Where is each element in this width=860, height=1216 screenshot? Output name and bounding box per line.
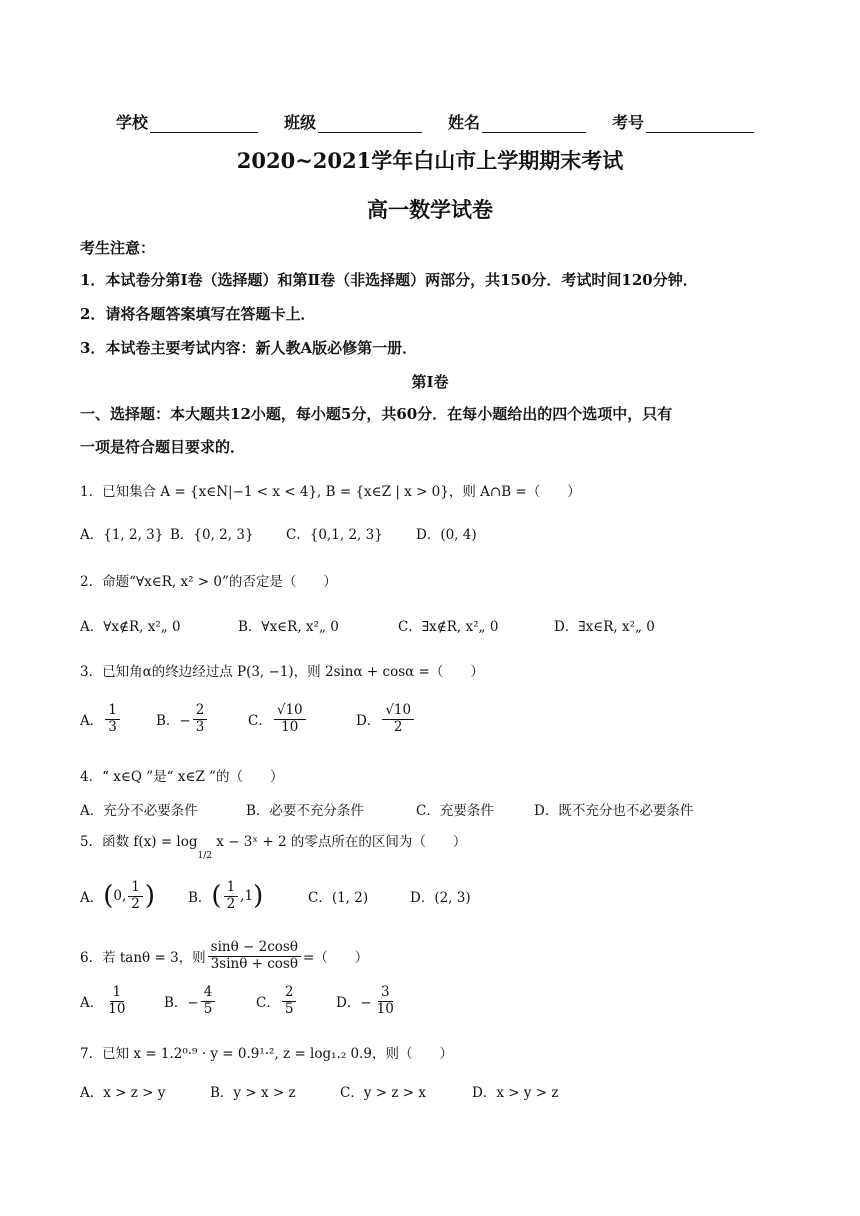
notice-item: 2．请将各题答案填写在答题卡上． xyxy=(80,305,316,323)
option-label: D．− xyxy=(336,995,372,1012)
log-base: 1/2 xyxy=(197,850,212,861)
denominator: 10 xyxy=(281,718,299,735)
fraction xyxy=(201,985,216,1017)
school-blank xyxy=(150,116,258,133)
question-2-options xyxy=(80,615,655,635)
question-6-stem xyxy=(80,940,368,972)
exam-no-label: 考号 xyxy=(612,113,645,132)
option-c: C．∃x∉R, x²„ 0 xyxy=(398,619,499,635)
option-b: B．y > x > z xyxy=(210,1085,296,1101)
fraction xyxy=(105,703,120,735)
option-c: C．充要条件 xyxy=(416,803,494,819)
option-label: A． xyxy=(80,995,104,1012)
question-1-stem: 1．已知集合 A = {x∈N|−1 < x < 4}, B = {x∈Z | x > 0}，则 A∩B =（ ） xyxy=(80,484,581,500)
option-b xyxy=(156,703,248,735)
option-label: D． xyxy=(356,713,381,730)
option-d xyxy=(356,703,416,735)
school-label: 学校 xyxy=(116,113,149,132)
open-paren: ( xyxy=(103,881,114,912)
class-blank xyxy=(318,116,422,133)
denominator: 10 xyxy=(108,1000,126,1017)
stem-text: =（ ） xyxy=(302,950,369,967)
denominator: 5 xyxy=(284,1000,294,1017)
numerator: 4 xyxy=(201,985,216,1002)
numerator: 1 xyxy=(224,880,239,897)
option-d: D．既不充分也不必要条件 xyxy=(534,803,694,819)
denominator: 2 xyxy=(226,895,236,912)
stem-text: 6．若 tanθ = 3，则 xyxy=(80,950,206,967)
numerator: 1 xyxy=(110,985,125,1002)
section-instructions: 一项是符合题目要求的． xyxy=(80,438,246,456)
denominator: 5 xyxy=(203,1000,213,1017)
class-label: 班级 xyxy=(284,113,317,132)
notice-heading: 考生注意： xyxy=(80,239,156,257)
question-3-stem: 3．已知角α的终边经过点 P(3, −1)，则 2sinα + cosα =（ ） xyxy=(80,664,484,680)
option-label: C． xyxy=(256,995,280,1012)
option-b xyxy=(188,880,308,912)
numerator: 1 xyxy=(128,880,143,897)
option-a: A．x > z > y xyxy=(80,1085,166,1101)
option-a xyxy=(80,985,164,1017)
option-c: C．y > z > x xyxy=(340,1085,426,1101)
question-4-options xyxy=(80,799,693,819)
school-field xyxy=(116,110,258,133)
numerator: 2 xyxy=(282,985,297,1002)
notice-item: 1．本试卷分第Ⅰ卷（选择题）和第Ⅱ卷（非选择题）两部分，共150分．考试时间120分钟． xyxy=(80,271,698,289)
option-label: B． xyxy=(188,890,212,907)
close-paren: ) xyxy=(144,881,156,912)
option-a: A．{1, 2, 3} xyxy=(80,527,164,543)
question-6-options xyxy=(80,985,399,1017)
numerator: 1 xyxy=(105,703,120,720)
numerator: √10 xyxy=(274,703,306,720)
name-field xyxy=(448,110,586,133)
option-b xyxy=(164,985,256,1017)
option-a xyxy=(80,880,188,912)
option-d: D．(0, 4) xyxy=(416,527,477,543)
notice-item: 3．本试卷主要考试内容：新人教A版必修第一册． xyxy=(80,339,418,357)
numerator: 2 xyxy=(193,703,208,720)
option-a: A．∀x∉R, x²„ 0 xyxy=(80,619,181,635)
denominator: 10 xyxy=(376,1000,394,1017)
fraction xyxy=(224,880,239,912)
option-c: C．(1, 2) xyxy=(308,890,369,907)
exam-no-blank xyxy=(646,116,754,133)
option-d xyxy=(336,985,399,1017)
option-c xyxy=(256,985,336,1017)
denominator: 2 xyxy=(393,718,403,735)
option-label: C． xyxy=(248,713,272,730)
option-d: D．∃x∈R, x²„ 0 xyxy=(554,619,655,635)
denominator: 3sinθ + cosθ xyxy=(210,955,298,972)
question-7-options xyxy=(80,1081,558,1101)
option-b: B．∀x∈R, x²„ 0 xyxy=(238,619,339,635)
question-7-stem: 7．已知 x = 1.2⁰·⁹ · y = 0.9¹·², z = log₁.₂ 0.9，则（ ） xyxy=(80,1046,454,1062)
option-label: B．− xyxy=(164,995,199,1012)
option-b: B．{0, 2, 3} xyxy=(170,527,254,543)
option-b: B．必要不充分条件 xyxy=(246,803,364,819)
option-a: A．充分不必要条件 xyxy=(80,803,198,819)
open-paren: ( xyxy=(211,881,222,912)
option-label: A． xyxy=(80,713,104,730)
question-2-stem: 2．命题“∀x∈R, x² > 0”的否定是（ ） xyxy=(80,574,337,590)
part-heading: 第Ⅰ卷 xyxy=(411,373,449,391)
name-blank xyxy=(482,116,586,133)
option-a xyxy=(80,703,156,735)
fraction xyxy=(282,985,297,1017)
option-c: C．{0,1, 2, 3} xyxy=(286,527,383,543)
numerator: 3 xyxy=(378,985,393,1002)
question-5-stem xyxy=(80,830,467,861)
name-label: 姓名 xyxy=(448,113,481,132)
option-label: B．− xyxy=(156,713,191,730)
numerator: √10 xyxy=(382,703,414,720)
question-4-stem: 4．“ x∈Q ”是“ x∈Z ”的（ ） xyxy=(80,769,284,785)
fraction xyxy=(193,703,208,735)
interval-start: 0, xyxy=(113,888,127,905)
option-d: D．x > y > z xyxy=(472,1085,559,1101)
section-instructions: 一、选择题：本大题共12小题，每小题5分，共60分．在每小题给出的四个选项中，只有 xyxy=(80,405,673,423)
numerator: sinθ − 2cosθ xyxy=(208,940,301,957)
denominator: 2 xyxy=(131,895,140,912)
denominator: 3 xyxy=(195,718,205,735)
fraction xyxy=(382,703,414,735)
question-3-options xyxy=(80,703,416,735)
exam-subtitle: 高一数学试卷 xyxy=(367,197,493,222)
exam-no-field xyxy=(612,110,754,133)
exam-header xyxy=(116,110,754,133)
interval-end: ,1 xyxy=(240,888,254,905)
stem-text: 5．函数 f(x) = log xyxy=(80,834,198,850)
question-1-options xyxy=(80,523,477,543)
denominator: 3 xyxy=(108,718,117,735)
option-d: D．(2, 3) xyxy=(410,890,471,907)
fraction xyxy=(105,985,128,1017)
fraction xyxy=(274,703,306,735)
fraction xyxy=(128,880,143,912)
fraction xyxy=(374,985,397,1017)
option-c xyxy=(248,703,356,735)
question-5-options xyxy=(80,880,471,912)
class-field xyxy=(284,110,422,133)
option-label: A． xyxy=(80,890,104,907)
fraction xyxy=(208,940,301,972)
exam-title: 2020~2021学年白山市上学期期末考试 xyxy=(236,148,624,173)
close-paren: ) xyxy=(253,881,264,912)
stem-text: x − 3ˣ + 2 的零点所在的区间为（ ） xyxy=(212,834,467,850)
